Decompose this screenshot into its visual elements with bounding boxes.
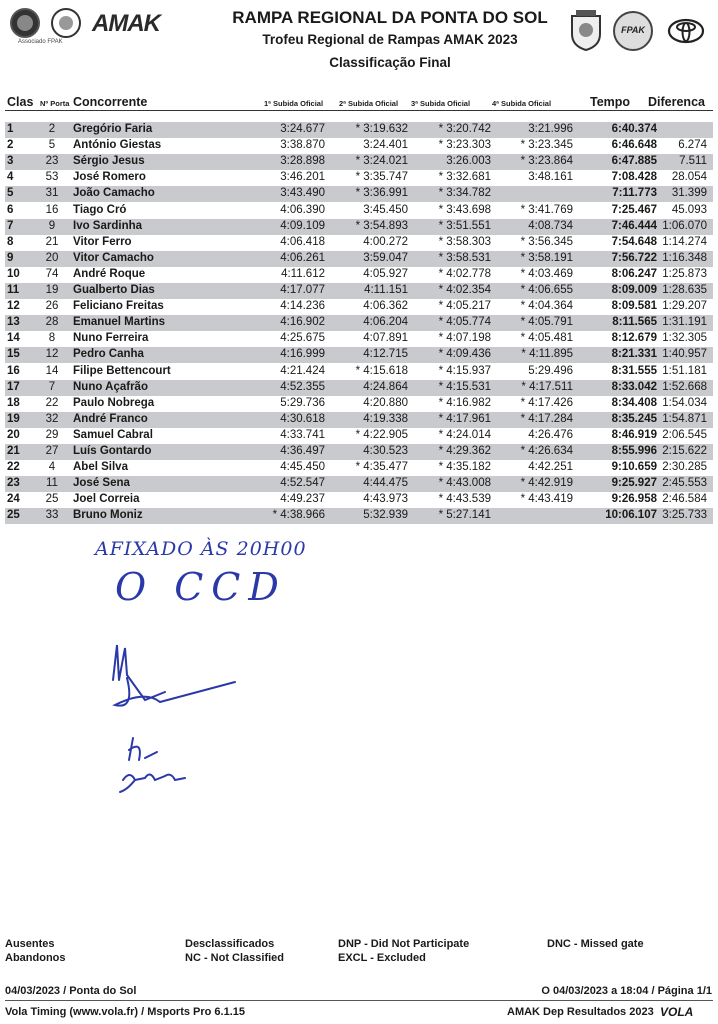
cell-name: Abel Silva	[73, 461, 128, 474]
cell-nr: 32	[45, 412, 59, 425]
cell-s2: 4:07.891	[363, 332, 408, 345]
cell-cl: 10	[7, 267, 20, 280]
table-row	[5, 460, 713, 476]
cell-s1: 4:06.390	[280, 203, 325, 216]
cell-cl: 2	[7, 139, 14, 152]
cell-t: 9:25.927	[611, 477, 657, 490]
cell-s2: * 4:15.618	[355, 364, 408, 377]
cell-t: 6:46.648	[611, 139, 657, 152]
cell-name: Tiago Cró	[73, 203, 127, 216]
cell-s2: * 4:35.477	[355, 461, 408, 474]
cell-s4: 4:08.734	[528, 219, 573, 232]
cell-t: 8:12.679	[611, 332, 657, 345]
cell-d: 31.399	[671, 187, 707, 200]
cell-s2: * 3:35.747	[355, 171, 408, 184]
cell-s2: 4:11.151	[364, 284, 408, 296]
cell-s1: 4:52.547	[280, 477, 325, 490]
cell-cl: 21	[7, 445, 20, 457]
cell-name: João Camacho	[73, 187, 155, 200]
cell-s3: * 3:58.531	[438, 251, 491, 264]
cell-nr: 19	[45, 284, 59, 296]
footer-timing: Vola Timing (www.vola.fr) / Msports Pro 6.1.15	[5, 1006, 246, 1018]
cell-s3: * 4:35.182	[438, 461, 491, 474]
cell-name: José Sena	[73, 477, 130, 490]
cell-t: 6:40.374	[611, 123, 657, 135]
cell-cl: 6	[7, 203, 14, 216]
cell-nr: 11	[46, 477, 58, 490]
col-s2-header: 2ª Subida Oficial	[339, 99, 399, 108]
cell-s4: * 4:03.469	[520, 267, 573, 280]
cell-cl: 5	[7, 187, 14, 200]
cell-nr: 26	[45, 300, 59, 313]
cell-d: 1:25.873	[662, 267, 707, 280]
cell-s4: * 4:26.634	[520, 445, 573, 457]
cell-s3: * 3:23.303	[438, 139, 491, 152]
cell-s2: * 3:54.893	[355, 219, 408, 232]
cell-s3: * 3:32.681	[438, 171, 491, 184]
cell-s1: 4:36.497	[280, 445, 325, 457]
cell-s3: * 3:43.698	[438, 203, 491, 216]
cell-nr: 20	[45, 251, 59, 264]
fpak-logo	[612, 10, 654, 52]
page-subtitle: Trofeu Regional de Rampas AMAK 2023	[262, 32, 518, 47]
amak-logo: AMAK	[92, 10, 160, 37]
cell-t: 8:06.247	[611, 267, 657, 280]
table-row	[5, 235, 713, 251]
cell-cl: 1	[7, 123, 14, 135]
cell-name: Ivo Sardinha	[73, 219, 143, 232]
cell-t: 7:25.467	[611, 203, 657, 216]
cell-s2: 5:32.939	[363, 509, 408, 522]
cell-s3: * 4:43.008	[438, 477, 491, 490]
cell-t: 10:06.107	[605, 509, 657, 522]
cell-name: António Giestas	[73, 139, 162, 152]
table-row	[5, 267, 713, 283]
cell-s4: * 4:06.655	[520, 284, 573, 296]
cell-d: 1:28.635	[662, 284, 707, 296]
cell-name: Emanuel Martins	[73, 316, 166, 329]
legend-dnc: DNC - Missed gate	[547, 938, 644, 950]
col-clas-header: Clas	[7, 95, 34, 109]
cell-s3: * 4:15.531	[438, 380, 491, 393]
cell-nr: 12	[45, 348, 59, 361]
cell-nr: 2	[48, 123, 56, 135]
cell-d: 1:16.348	[662, 251, 707, 264]
cell-s1: 4:06.418	[280, 235, 325, 248]
table-row	[5, 428, 713, 444]
cell-s2: * 3:36.991	[355, 187, 408, 200]
cell-name: Joel Correia	[73, 493, 140, 506]
cell-s1: 4:16.999	[280, 348, 325, 361]
cell-name: Nuno Açafrão	[73, 380, 148, 393]
cell-s4: * 3:56.345	[520, 235, 573, 248]
cell-s1: 4:06.261	[280, 251, 325, 264]
cell-s2: * 3:24.021	[355, 155, 408, 168]
page-title: RAMPA REGIONAL DA PONTA DO SOL	[232, 8, 548, 27]
cell-t: 8:46.919	[611, 428, 657, 441]
associado-fpak-logo	[8, 6, 88, 46]
cell-t: 7:08.428	[611, 171, 657, 184]
cell-name: Gualberto Dias	[73, 284, 155, 296]
logo-caption: Associado FPAK	[18, 39, 63, 45]
cell-s3: * 4:05.774	[438, 316, 491, 329]
footer-printed: O 04/03/2023 a 18:04 / Página 1/1	[541, 985, 712, 997]
cell-name: Gregório Faria	[73, 123, 153, 135]
cell-s2: * 3:19.632	[355, 123, 408, 135]
cell-t: 8:11.565	[612, 316, 657, 329]
cell-s4: * 3:41.769	[520, 203, 573, 216]
cell-d: 2:30.285	[662, 461, 707, 474]
cell-s1: 5:29.736	[280, 396, 325, 409]
cell-s1: 4:30.618	[280, 412, 325, 425]
cell-d: 1:52.668	[662, 380, 707, 393]
cell-s4: * 4:04.364	[520, 300, 573, 313]
cell-s3: * 4:16.982	[438, 396, 491, 409]
header-divider	[5, 110, 713, 111]
cell-s3: * 4:24.014	[438, 428, 491, 441]
cell-t: 9:10.659	[611, 461, 657, 474]
cell-d: 28.054	[671, 171, 707, 184]
table-row	[5, 219, 713, 235]
table-row	[5, 283, 713, 299]
legend-ausentes: Ausentes	[5, 938, 55, 950]
table-row	[5, 203, 713, 219]
table-row	[5, 412, 713, 428]
cell-s4: * 3:23.345	[520, 139, 573, 152]
cell-t: 7:11.773	[612, 187, 657, 200]
cell-s3: * 3:51.551	[438, 219, 491, 232]
cell-nr: 53	[45, 171, 59, 184]
table-row	[5, 444, 713, 460]
cell-d: 1:40.957	[662, 348, 707, 361]
cell-t: 8:09.009	[611, 284, 657, 296]
cell-s3: * 3:58.303	[438, 235, 491, 248]
cell-cl: 19	[7, 412, 20, 425]
cell-s4: 3:21.996	[528, 123, 573, 135]
handwritten-posted-note: AFIXADO ÀS 20H00	[95, 538, 307, 560]
footer-date-place: 04/03/2023 / Ponta do Sol	[5, 985, 137, 997]
cell-cl: 15	[7, 348, 20, 361]
cell-name: Vitor Ferro	[73, 235, 132, 248]
cell-d: 1:54.871	[662, 412, 707, 425]
cell-t: 8:31.555	[611, 364, 657, 377]
cell-s1: 3:38.870	[280, 139, 325, 152]
cell-s3: * 4:09.436	[438, 348, 491, 361]
cell-nr: 14	[45, 364, 59, 377]
col-dif-header: Diferenca	[648, 95, 705, 109]
cell-s1: * 4:38.966	[272, 509, 325, 522]
cell-t: 8:34.408	[611, 396, 657, 409]
cell-name: Bruno Moniz	[73, 509, 143, 522]
cell-t: 8:35.245	[611, 412, 657, 425]
cell-s1: 4:52.355	[280, 380, 325, 393]
cell-t: 8:33.042	[611, 380, 657, 393]
cell-d: 1:51.181	[662, 364, 707, 377]
col-s1-header: 1ª Subida Oficial	[264, 99, 324, 108]
cell-s1: 4:33.741	[280, 428, 325, 441]
cell-s2: 4:19.338	[363, 412, 408, 425]
cell-name: Luís Gontardo	[73, 445, 152, 457]
table-row	[5, 380, 713, 396]
cell-s4: * 4:05.791	[520, 316, 573, 329]
cell-t: 7:54.648	[611, 235, 657, 248]
cell-nr: 9	[48, 219, 56, 232]
cell-d: 2:46.584	[662, 493, 707, 506]
cell-cl: 11	[7, 284, 20, 296]
cell-name: Sérgio Jesus	[73, 155, 145, 168]
cell-cl: 22	[7, 461, 20, 474]
cell-nr: 4	[48, 461, 56, 474]
col-s3-header: 3ª Subida Oficial	[411, 99, 471, 108]
cell-d: 45.093	[671, 203, 707, 216]
table-row	[5, 492, 713, 508]
classification-title: Classificação Final	[329, 55, 451, 70]
table-row	[5, 299, 713, 315]
col-tempo-header: Tempo	[590, 95, 631, 109]
table-row	[5, 364, 713, 380]
legend-excl: EXCL - Excluded	[338, 952, 426, 964]
cell-cl: 18	[7, 396, 20, 409]
cell-s2: 4:20.880	[363, 396, 408, 409]
cell-cl: 7	[7, 219, 14, 232]
cell-s1: 4:17.077	[280, 284, 325, 296]
municipal-crest-icon	[566, 8, 606, 52]
cell-s1: 4:09.109	[280, 219, 325, 232]
cell-s2: 3:45.450	[363, 203, 408, 216]
col-nr-header: Nº Porta	[40, 99, 70, 108]
table-row	[5, 154, 713, 170]
table-row	[5, 347, 713, 363]
cell-s4: * 4:17.511	[521, 380, 573, 393]
cell-nr: 74	[45, 267, 59, 280]
cell-nr: 16	[45, 203, 59, 216]
cell-cl: 14	[7, 332, 20, 345]
table-row	[5, 251, 713, 267]
cell-s4: * 4:17.426	[520, 396, 573, 409]
cell-nr: 22	[45, 396, 59, 409]
cell-name: André Franco	[73, 412, 148, 425]
table-row	[5, 476, 713, 492]
legend-desclassificados: Desclassificados	[185, 938, 275, 950]
table-row	[5, 122, 713, 138]
cell-name: Paulo Nobrega	[73, 396, 155, 409]
cell-s1: 4:11.612	[281, 267, 325, 280]
cell-cl: 13	[7, 316, 20, 329]
cell-s2: * 4:22.905	[355, 428, 408, 441]
cell-s4: * 4:11.895	[521, 348, 573, 361]
cell-d: 7.511	[679, 155, 707, 168]
cell-cl: 17	[7, 380, 20, 393]
cell-s2: 3:24.401	[363, 139, 408, 152]
cell-cl: 9	[7, 251, 14, 264]
cell-s3: * 4:02.354	[438, 284, 491, 296]
handwritten-signatures-icon	[105, 640, 245, 815]
cell-nr: 5	[48, 139, 56, 152]
cell-s1: 3:24.677	[280, 123, 325, 135]
cell-s2: 4:43.973	[363, 493, 408, 506]
cell-t: 6:47.885	[611, 155, 657, 168]
cell-nr: 27	[45, 445, 59, 457]
legend-nc: NC - Not Classified	[185, 952, 285, 964]
cell-s4: 4:42.251	[528, 461, 573, 474]
cell-s1: 4:14.236	[280, 300, 325, 313]
cell-name: Samuel Cabral	[73, 428, 153, 441]
cell-nr: 33	[45, 509, 59, 522]
cell-d: 6.274	[678, 139, 707, 152]
cell-s4: 5:29.496	[528, 364, 573, 377]
cell-s3: * 4:07.198	[438, 332, 491, 345]
cell-nr: 21	[45, 235, 59, 248]
cell-s3: * 3:20.742	[438, 123, 491, 135]
footer-results: AMAK Dep Resultados 2023	[507, 1006, 654, 1018]
cell-s1: 4:45.450	[280, 461, 325, 474]
cell-cl: 25	[7, 509, 20, 522]
cell-name: André Roque	[73, 267, 146, 280]
cell-cl: 12	[7, 300, 20, 313]
cell-s3: * 4:29.362	[438, 445, 491, 457]
cell-nr: 23	[45, 155, 59, 168]
cell-s4: * 4:42.919	[520, 477, 573, 490]
table-row	[5, 138, 713, 154]
cell-cl: 20	[7, 428, 20, 441]
cell-d: 1:54.034	[662, 396, 707, 409]
cell-s1: 4:16.902	[280, 316, 325, 329]
cell-cl: 24	[7, 493, 20, 506]
cell-name: Filipe Bettencourt	[73, 364, 171, 377]
cell-s4: * 3:23.864	[520, 155, 573, 168]
table-row	[5, 186, 713, 202]
table-row	[5, 508, 713, 524]
col-s4-header: 4ª Subida Oficial	[492, 99, 552, 108]
cell-s1: 3:43.490	[280, 187, 325, 200]
cell-s3: * 3:34.782	[438, 187, 491, 200]
cell-t: 7:46.444	[611, 219, 657, 232]
cell-t: 8:09.581	[611, 300, 657, 313]
cell-t: 7:56.722	[611, 251, 657, 264]
cell-nr: 8	[48, 332, 56, 345]
cell-s2: 4:24.864	[363, 380, 408, 393]
legend-dnp: DNP - Did Not Participate	[338, 938, 470, 950]
cell-name: José Romero	[73, 171, 146, 184]
cell-s1: 3:46.201	[280, 171, 325, 184]
handwritten-ccd-note: O CCD	[115, 565, 287, 609]
cell-t: 8:55.996	[611, 445, 657, 457]
cell-s4: 3:48.161	[528, 171, 573, 184]
cell-s4: * 4:05.481	[520, 332, 573, 345]
cell-cl: 4	[7, 171, 14, 184]
cell-s3: * 4:05.217	[438, 300, 491, 313]
cell-s2: 4:00.272	[363, 235, 408, 248]
table-row	[5, 331, 713, 347]
col-name-header: Concorrente	[73, 95, 148, 109]
cell-name: Feliciano Freitas	[73, 300, 164, 313]
cell-d: 1:31.191	[662, 316, 707, 329]
cell-nr: 25	[45, 493, 59, 506]
cell-d: 1:06.070	[662, 219, 707, 232]
cell-cl: 3	[7, 155, 14, 168]
cell-t: 9:26.958	[611, 493, 657, 506]
cell-s1: 4:25.675	[280, 332, 325, 345]
table-row	[5, 170, 713, 186]
cell-s1: 4:49.237	[280, 493, 325, 506]
cell-s2: 4:30.523	[363, 445, 408, 457]
cell-s4: * 3:58.191	[520, 251, 573, 264]
cell-s3: * 5:27.141	[438, 509, 491, 522]
cell-d: 2:06.545	[662, 428, 707, 441]
cell-s3: * 4:02.778	[438, 267, 491, 280]
footer-divider	[5, 1000, 713, 1001]
cell-nr: 28	[45, 316, 59, 329]
cell-name: Vitor Camacho	[73, 251, 154, 264]
cell-s2: 3:59.047	[363, 251, 408, 264]
cell-s2: 4:06.204	[363, 316, 408, 329]
cell-t: 8:21.331	[611, 348, 657, 361]
cell-d: 2:45.553	[662, 477, 707, 490]
legend-abandonos: Abandonos	[5, 952, 66, 964]
cell-nr: 29	[45, 428, 59, 441]
cell-s3: 3:26.003	[446, 155, 491, 168]
table-row	[5, 315, 713, 331]
cell-cl: 16	[7, 364, 20, 377]
cell-name: Nuno Ferreira	[73, 332, 149, 345]
cell-cl: 23	[7, 477, 20, 490]
cell-s2: 4:44.475	[363, 477, 408, 490]
cell-d: 1:29.207	[662, 300, 707, 313]
cell-s2: 4:12.715	[363, 348, 408, 361]
cell-s3: * 4:43.539	[438, 493, 491, 506]
cell-d: 3:25.733	[662, 509, 707, 522]
cell-d: 2:15.622	[662, 445, 707, 457]
table-row	[5, 396, 713, 412]
cell-d: 1:32.305	[662, 332, 707, 345]
toyota-logo-icon	[666, 18, 706, 44]
cell-d: 1:14.274	[662, 235, 707, 248]
cell-s1: 3:28.898	[280, 155, 325, 168]
cell-s2: 4:05.927	[363, 267, 408, 280]
cell-s4: * 4:17.284	[520, 412, 573, 425]
cell-nr: 7	[48, 380, 56, 393]
cell-s4: * 4:43.419	[520, 493, 573, 506]
cell-s2: 4:06.362	[363, 300, 408, 313]
vola-logo: VOLA	[660, 1005, 694, 1019]
cell-s4: 4:26.476	[528, 428, 573, 441]
cell-cl: 8	[7, 235, 14, 248]
cell-s1: 4:21.424	[280, 364, 325, 377]
cell-name: Pedro Canha	[73, 348, 144, 361]
cell-nr: 31	[45, 187, 59, 200]
cell-s3: * 4:17.961	[438, 412, 491, 425]
fpak-logo-text: FPAK	[621, 25, 645, 35]
cell-s3: * 4:15.937	[438, 364, 491, 377]
